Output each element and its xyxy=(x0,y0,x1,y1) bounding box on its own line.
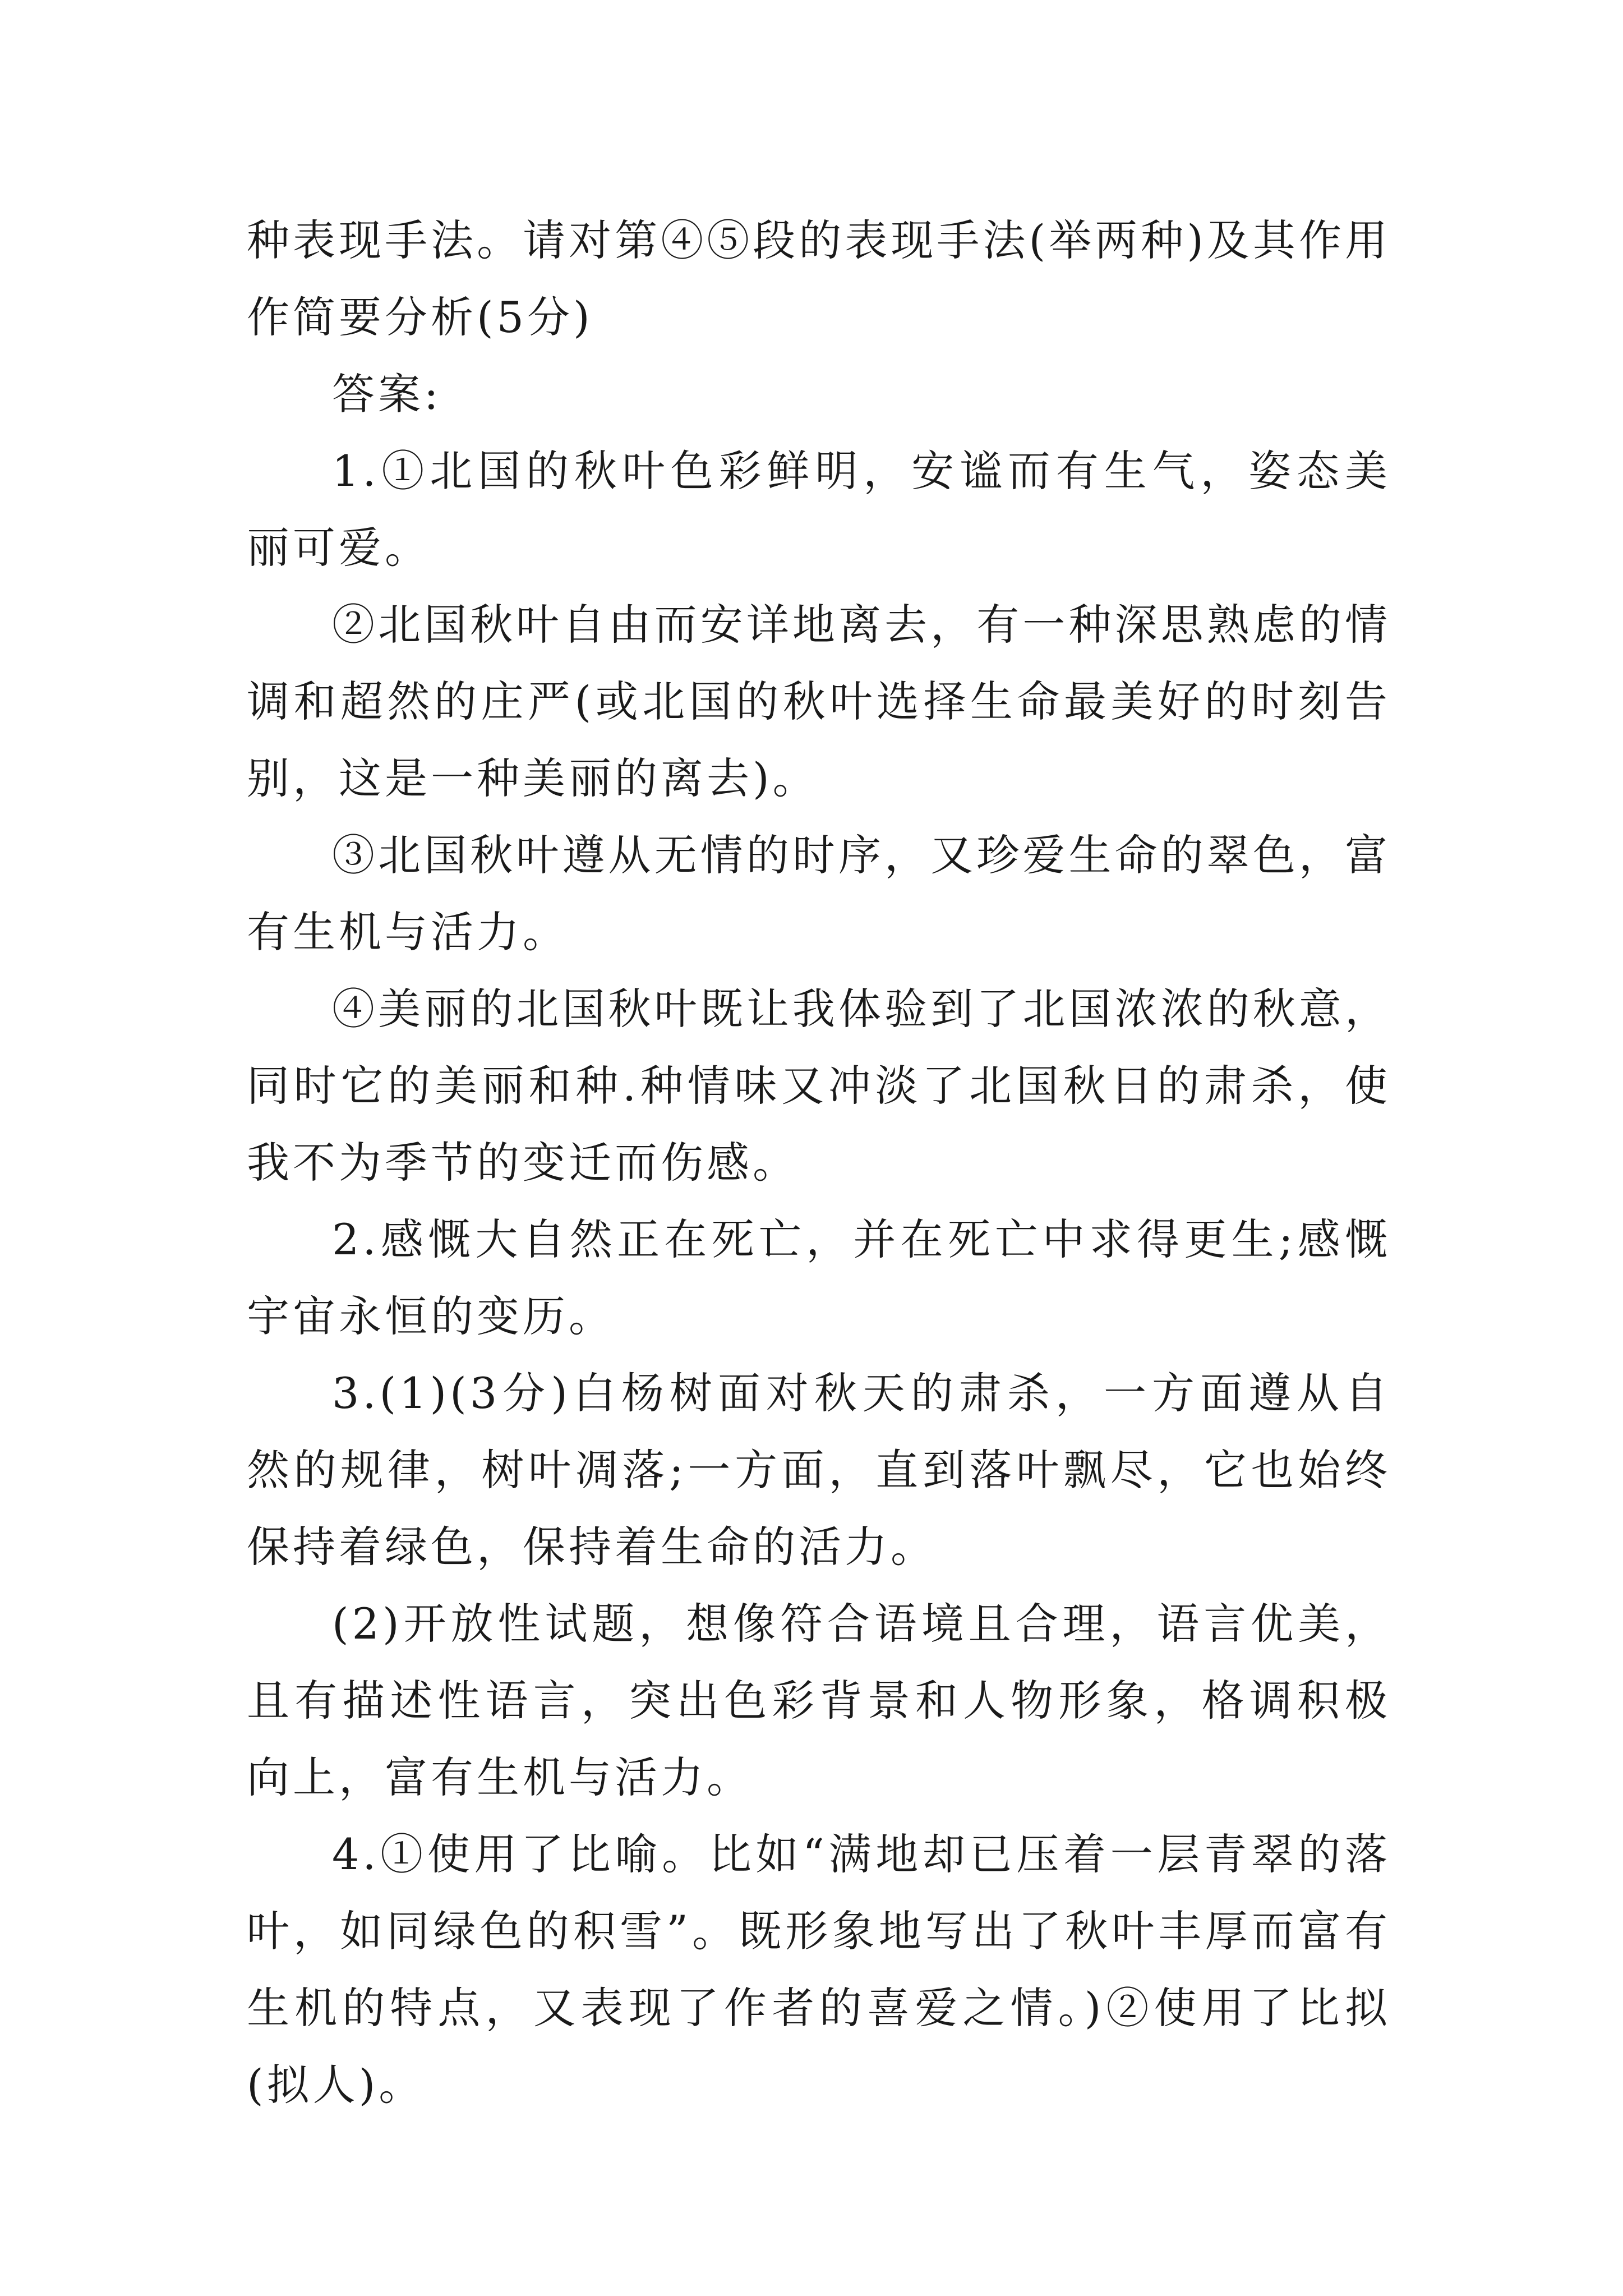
paragraph-answer-4: 4.①使用了比喻。比如“满地却已压着一层青翠的落叶，如同绿色的积雪”。既形象地写出了秋叶丰厚而富有生机的特点，又表现了作者的喜爱之情。)②使用了比拟(拟人)。 xyxy=(247,1829,1391,2110)
paragraph-answer-1-point-1: 1.①北国的秋叶色彩鲜明，安谧而有生气，姿态美丽可爱。 xyxy=(247,446,1391,573)
document-body xyxy=(247,202,1391,2123)
paragraph-answer-2: 2.感慨大自然正在死亡，并在死亡中求得更生;感慨宇宙永恒的变历。 xyxy=(247,1214,1391,1341)
paragraph-question-continuation: 种表现手法。请对第④⑤段的表现手法(举两种)及其作用作简要分析(5分) xyxy=(247,215,1391,342)
paragraph-answer-1-point-3: ③北国秋叶遵从无情的时序，又珍爱生命的翠色，富有生机与活力。 xyxy=(247,830,1391,957)
paragraph-answer-1-point-2: ②北国秋叶自由而安详地离去，有一种深思熟虑的情调和超然的庄严(或北国的秋叶选择生命最美好的时刻告别，这是一种美丽的离去)。 xyxy=(247,600,1391,803)
paragraph-answer-3-part-2: (2)开放性试题，想像符合语境且合理，语言优美，且有描述性语言，突出色彩背景和人物形象，格调积极向上，富有生机与活力。 xyxy=(247,1599,1391,1802)
paragraph-answer-heading: 答案: xyxy=(332,369,442,419)
paragraph-answer-1-point-4: ④美丽的北国秋叶既让我体验到了北国浓浓的秋意，同时它的美丽和种.种情味又冲淡了北国秋日的肃杀，使我不为季节的变迁而伤感。 xyxy=(247,984,1391,1188)
paragraph-answer-3-part-1: 3.(1)(3分)白杨树面对秋天的肃杀，一方面遵从自然的规律，树叶凋落;一方面，直到落叶飘尽，它也始终保持着绿色，保持着生命的活力。 xyxy=(247,1368,1391,1572)
